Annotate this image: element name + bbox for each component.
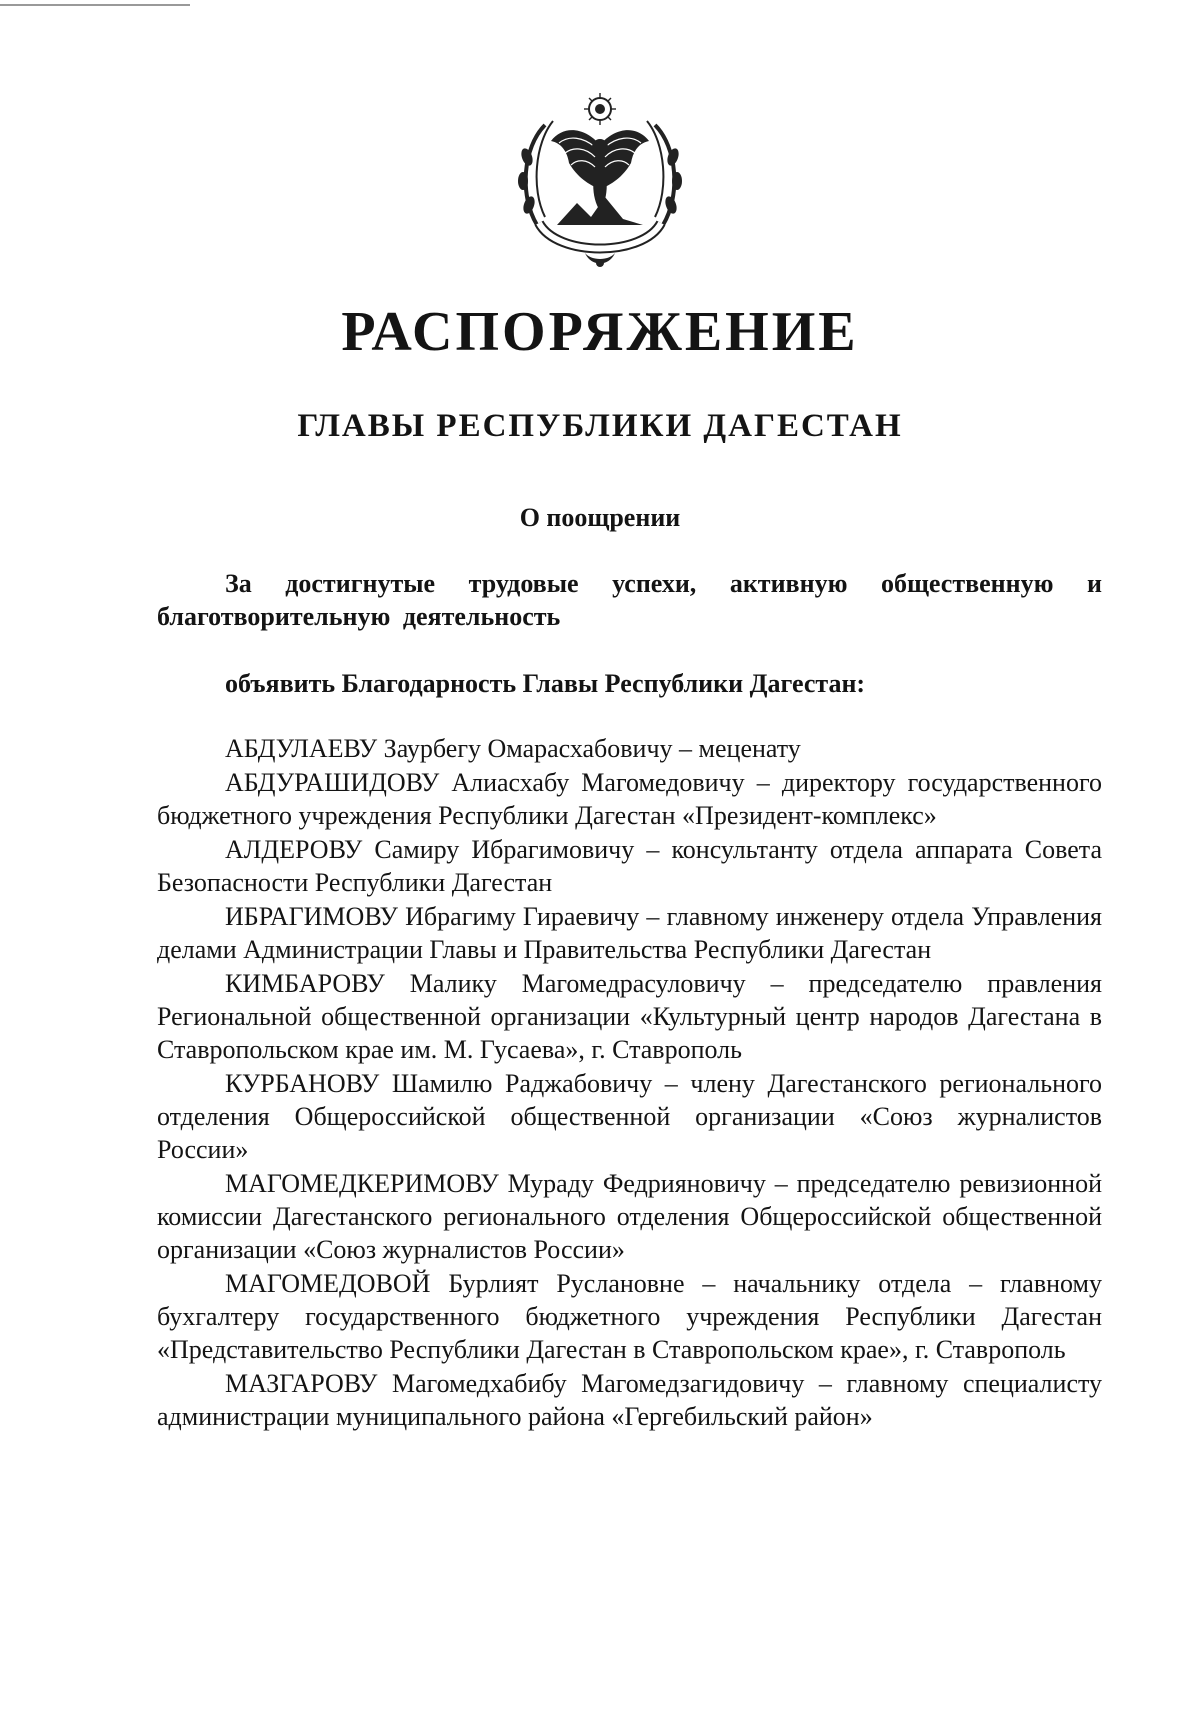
document-title: РАСПОРЯЖЕНИЕ [341, 301, 859, 363]
awardee-entry: АЛДЕРОВУ Самиру Ибрагимовичу – консультанту отдела аппарата Совета Безопасности Республики Дагестан [157, 835, 1102, 897]
awardee-entry: МАЗГАРОВУ Магомедхабибу Магомедзагидовичу – главному специалисту администрации муниципального района «Гергебильский район» [157, 1369, 1102, 1431]
announce-text: объявить Благодарность Главы Республики Дагестан: [225, 669, 866, 698]
awardee-entry: КИМБАРОВУ Малику Магомедрасуловичу – председателю правления Региональной общественной организации «Культурный центр народов Дагестана в Ставропольском крае им. М. Гусаева», г. Ставрополь [157, 969, 1102, 1064]
awardee-entry: МАГОМЕДОВОЙ Бурлият Руслановне – начальнику отдела – главному бухгалтеру государственного бюджетного учреждения Республики Дагестан «Представительство Республики Дагестан в Ставропольском крае», г. Ставрополь [157, 1269, 1102, 1364]
scan-artifact-line [0, 4, 190, 6]
awardee-entry: КУРБАНОВУ Шамилю Раджабовичу – члену Дагестанского регионального отделения Общероссийской общественной организации «Союз журналистов России» [157, 1069, 1102, 1164]
awardee-entry: МАГОМЕДКЕРИМОВУ Мураду Федрияновичу – председателю ревизионной комиссии Дагестанского регионального отделения Общероссийской общественной организации «Союз журналистов России» [157, 1169, 1102, 1264]
document-heading: О поощрении [519, 503, 681, 532]
document-subtitle: ГЛАВЫ РЕСПУБЛИКИ ДАГЕСТАН [297, 408, 903, 444]
awardee-entry: АБДУЛАЕВУ Заурбегу Омарасхабовичу – меценату [225, 734, 801, 763]
awardee-entry: АБДУРАШИДОВУ Алиасхабу Магомедовичу – директору государственного бюджетного учреждения Республики Дагестан «Президент-комплекс» [157, 768, 1102, 830]
awardee-list [157, 732, 1102, 1434]
preamble-text: За достигнутые трудовые успехи, активную общественную и благотворительную деятельность [157, 569, 1102, 631]
awardee-entry: ИБРАГИМОВУ Ибрагиму Гираевичу – главному инженеру отдела Управления делами Администрации Главы и Правительства Республики Дагестан [157, 902, 1102, 964]
coat-of-arms-icon [505, 85, 695, 275]
